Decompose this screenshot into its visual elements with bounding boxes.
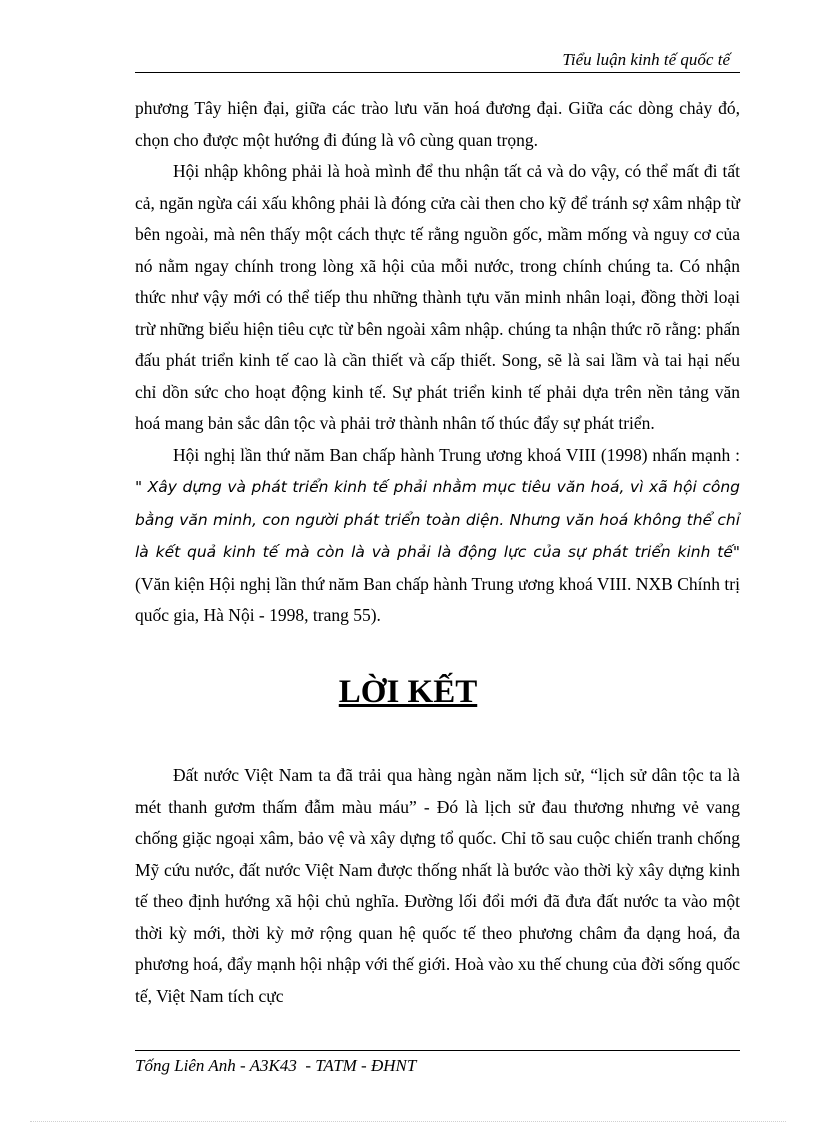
main-text xyxy=(135,93,740,632)
section-heading xyxy=(0,674,816,711)
page-edge-divider xyxy=(30,1121,786,1122)
header-title: Tiểu luận kinh tế quốc tế xyxy=(562,50,730,69)
paragraph: Đất nước Việt Nam ta đã trải qua hàng ngàn năm lịch sử, “lịch sử dân tộc ta là mét thanh gươm thấm đẫm màu máu” - Đó là lịch sử đau thương nhưng vẻ vang chống giặc ngoại xâm, bảo vệ và xây dựng tổ quốc. Chỉ tõ sau cuộc chiến tranh chống Mỹ cứu nước, đất nước Việt Nam được thống nhất là bước vào thời kỳ xây dựng kinh tế theo định hướng xã hội chủ nghĩa. Đường lối đổi mới đã đưa đất nước ta vào một thời kỳ mới, thời kỳ mở rộng quan hệ quốc tế theo phương châm đa dạng hoá, đa phương hoá, đẩy mạnh hội nhập với thế giới. Hoà vào xu thế chung của đời sống quốc tế, Việt Nam tích cực xyxy=(135,765,740,1006)
closing-title: LỜI KẾT xyxy=(338,674,478,710)
closing-text xyxy=(135,760,740,1012)
paragraph-continued: phương Tây hiện đại, giữa các trào lưu văn hoá đương đại. Giữa các dòng chảy đó, chọn cho được một hướng đi đúng là vô cùng quan trọng. xyxy=(135,98,740,150)
paragraph-quote xyxy=(135,440,740,632)
quote-text: " Xây dựng và phát triển kinh tế phải nhằm mục tiêu văn hoá, vì xã hội công bằng văn minh, con người phát triển toàn diện. Nhưng văn hoá không thể chỉ là kết quả kinh tế mà còn là và phải là động lực của sự phát triển kinh tế" xyxy=(135,478,740,561)
page-header xyxy=(135,48,740,73)
footer-text: Tống Liên Anh - A3K43 - TATM - ĐHNT xyxy=(135,1056,417,1075)
page-footer xyxy=(135,1050,740,1075)
quote-intro: Hội nghị lần thứ năm Ban chấp hành Trung ương khoá VIII (1998) nhấn mạnh : xyxy=(173,444,740,465)
quote-reference: (Văn kiện Hội nghị lần thứ năm Ban chấp hành Trung ương khoá VIII. NXB Chính trị quốc gia, Hà Nội - 1998, trang 55). xyxy=(135,573,740,625)
paragraph: Hội nhập không phải là hoà mình để thu nhận tất cả và do vậy, có thể mất đi tất cả, ngăn ngừa cái xấu không phải là đóng cửa cài then cho kỹ để tránh sợ xâm nhập từ bên ngoài, mà nên thấy một cách thực tế rằng nguồn gốc, mầm mống và nguy cơ của nó nằm ngay chính trong lòng xã hội của mỗi nước, trong chính chúng ta. Có nhận thức như vậy mới có thể tiếp thu những thành tựu văn minh nhân loại, đồng thời loại trừ những biểu hiện tiêu cực từ bên ngoài xâm nhập. chúng ta nhận thức rõ rằng: phấn đấu phát triển kinh tế cao là cần thiết và cấp thiết. Song, sẽ là sai lầm và tai hại nếu chỉ dồn sức cho hoạt động kinh tế. Sự phát triển kinh tế phải dựa trên nền tảng văn hoá mang bản sắc dân tộc và phải trở thành nhân tố thúc đẩy sự phát triển. xyxy=(135,161,740,433)
